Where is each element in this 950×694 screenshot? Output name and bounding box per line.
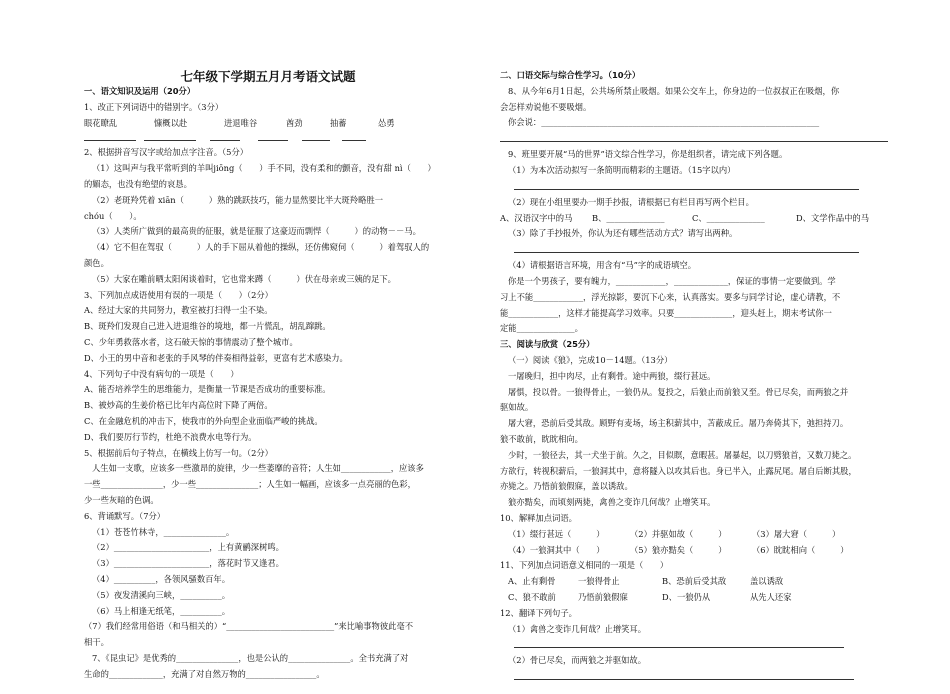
q10-row: [500, 527, 888, 543]
q9-item: （1）为本次活动拟写一条简明而精彩的主题语。（15字以内）: [508, 164, 736, 175]
left-column: [84, 84, 452, 682]
q11-option: C、狼不敢前: [508, 591, 556, 602]
question-12: 12、翻译下列句子。: [500, 607, 577, 618]
q11-option: 盖以诱敌: [750, 576, 784, 587]
q9-column-options: [500, 211, 888, 227]
q10-item: （6）眈眈相向（ ）: [752, 544, 849, 555]
passage-paragraph: 屠惧，投以骨。一狼得骨止，一狼仍从。复投之，后狼止而前狼又至。骨已尽矣，而两狼之并: [508, 386, 849, 397]
q9-4-text: 能____________，这样才能提高学习效率。只要______________，迎头赶上，期末考试你一: [500, 307, 832, 318]
passage-paragraph: 屠大窘，恐前后受其敌。顾野有麦场，场主积薪其中，苫蔽成丘。屠乃奔倚其下，弛担持刀。: [508, 418, 849, 429]
column-option: D、文学作品中的马: [796, 212, 870, 223]
q2-item: （5）大家在雕前晒太阳闲谈着时，它也常来蹲（ ）伏在母亲或三姨的足下。: [92, 273, 396, 284]
q2-item: （4）它不但在驾驭（ ）人的手下屈从着他的操纵，还仿佛窥伺（ ）着驾驭人的: [92, 242, 430, 253]
q10-item: （3）屠大窘（ ）: [752, 528, 841, 539]
passage-paragraph-cont: 驱如故。: [500, 402, 534, 413]
q1-answer-blanks: [84, 131, 452, 141]
q4-option-d: D、我们要厉行节约，杜绝不浪费水电等行为。: [84, 431, 257, 442]
q11-option: A、止有剩骨: [508, 576, 556, 587]
q4-option-a: A、能否培养学生的思维能力，是衡量一节课是否成功的重要标准。: [84, 384, 331, 395]
answer-line[interactable]: [514, 242, 859, 253]
q5-text: 少一些灰暗的色调。: [84, 494, 159, 505]
q1-word: 抽蓄: [330, 117, 347, 128]
q5-text: 人生如一支歌，应该多一些激昂的旋律，少一些萎靡的音符；人生如____________，应该多: [92, 463, 424, 474]
passage-paragraph: 一屠晚归，担中肉尽，止有剩骨。途中两狼，缀行甚远。: [508, 370, 716, 381]
question-3: 3、下列加点成语使用有误的一项是（ ）（2分）: [84, 289, 273, 300]
q9-item: （3）除了手抄报外，你认为还有哪些活动方式？请写出两种。: [508, 228, 738, 239]
section-heading: 二、口语交际与综合性学习。（10分）: [500, 70, 641, 80]
answer-blank[interactable]: [84, 131, 136, 141]
answer-blank[interactable]: [258, 131, 288, 141]
q3-option-c: C、少年勇救落水者，这石破天惊的事情震动了整个城市。: [84, 336, 298, 347]
answer-line[interactable]: [500, 131, 888, 142]
q11-option: D、一狼仍从: [662, 591, 711, 602]
exam-title: 七年级下学期五月月考语文试题: [180, 69, 356, 84]
question-9: 9、班里要开展“马的世界”语文综合性学习，你是组织者，请完成下列各题。: [508, 149, 788, 160]
reading-intro: （一）阅读《狼》，完成10－14题。（13分）: [508, 354, 673, 365]
q12-item: （2）骨已尽矣，而两狼之并驱如故。: [508, 655, 647, 666]
question-6: 6、背诵默写。（7分）: [84, 510, 166, 521]
passage-paragraph-cont: 亦毙之。乃悟前狼假寐，盖以诱敌。: [500, 481, 633, 492]
q6-item: （3）_______________________，落花时节又逢君。: [92, 558, 284, 569]
answer-blank[interactable]: [210, 131, 240, 141]
q9-4-text: 你是一个男孩子，要有魄力，____________，_____________，保证的事情一定要做到。学: [508, 275, 836, 286]
q1-word: 怂勇: [378, 117, 395, 128]
q11-option: 乃悟前狼假寐: [578, 591, 628, 602]
q3-option-d: D、小王的男中音和老张的手风琴的伴奏相得益彰，更富有艺术感染力。: [84, 352, 348, 363]
q5-text: 一些_______________，少一些_______________；人生如一幅画，应该多一点亮丽的色彩，: [84, 479, 416, 490]
question-11: 11、下列加点词语意义相同的一项是（ ）: [500, 560, 669, 571]
q6-item-cont: 相干。: [84, 637, 109, 648]
answer-blank[interactable]: [302, 131, 330, 141]
passage-paragraph-cont: 狼不敢前，眈眈相向。: [500, 433, 583, 444]
q3-option-a: A、经过大家的共同努力，教室被打扫得一尘不染。: [84, 305, 273, 316]
q3-option-b: B、斑羚们发现自己进入进退维谷的境地，都一片慌乱，胡乱蹿跳。: [84, 321, 331, 332]
section-heading: 一、语文知识及运用（20分）: [84, 86, 196, 96]
q1-word: 进退唯谷: [224, 117, 258, 128]
q10-item: （2）并驱如故（ ）: [630, 528, 727, 539]
question-2: 2、根据拼音写汉字或给加点字注音。（5分）: [84, 147, 249, 158]
q2-item: （2）老斑羚凭着 xiān（ ）熟的跳跃技巧，能力显然要比半大斑羚略胜一: [92, 194, 384, 205]
question-7: 7、《昆虫记》是优秀的_______________，也是公认的_______________。全书充满了对: [92, 652, 409, 663]
q2-item: （1）这叫声与我平常听到的羊叫jiōng（ ）手不同，没有柔和的颤音，没有甜 nì（ ）: [92, 163, 436, 174]
q10-item: （1）缀行甚远（ ）: [508, 528, 605, 539]
q12-item: （1）禽兽之变诈几何哉？止增笑耳。: [508, 623, 647, 634]
column-option[interactable]: B、______________: [592, 212, 665, 223]
q6-item: （4）__________，各领风骚数百年。: [92, 573, 231, 584]
q6-item: （2）_______________________，上有黄鹂深树鸣。: [92, 542, 284, 553]
answer-line[interactable]: [514, 669, 854, 680]
answer-line[interactable]: [514, 179, 859, 190]
column-option[interactable]: C、______________: [692, 212, 765, 223]
q6-item: （1）苍苍竹林寺，_______________。: [92, 526, 235, 537]
q9-4-text: 习上不能____________，浮光掠影，要沉下心来，认真落实。要多与同学讨论，虚心请教，不: [500, 291, 841, 302]
passage-paragraph: 少时，一狼径去，其一犬坐于前。久之，目似瞑，意暇甚。屠暴起，以刀劈狼首，又数刀毙之。: [508, 449, 857, 460]
q10-row: [500, 543, 888, 559]
q4-option-c: C、在金融危机的冲击下，使我市的外向型企业面临严峻的挑战。: [84, 415, 323, 426]
answer-blank[interactable]: [342, 131, 366, 141]
question-5: 5、根据前后句子特点，在横线上仿写一句。（2分）: [84, 447, 273, 458]
q6-item: （6）马上相逢无纸笔，__________。: [92, 605, 231, 616]
q9-4-text: 定能______________。: [500, 323, 583, 334]
q6-item: （5）夜发清溪向三峡，__________。: [92, 589, 231, 600]
question-8: 8、从今年6月1日起，公共场所禁止吸烟。如果公交车上，你身边的一位叔叔正在吸烟，你: [508, 85, 840, 96]
q8-answer-line[interactable]: 你会说：___________________________________________________________________: [508, 117, 820, 128]
q11-row: [500, 590, 888, 606]
q1-word: 酋劲: [286, 117, 303, 128]
passage-paragraph-cont: 方欲行，转视积薪后，一狼洞其中，意将隧入以攻其后也。身已半入，止露尻尾。屠自后断其股，: [500, 465, 857, 476]
q2-item-cont: 的媚态，也没有绝望的哀恳。: [84, 178, 192, 189]
q11-row: [500, 574, 888, 590]
question-8-cont: 会怎样劝说他不要吸烟。: [500, 101, 592, 112]
answer-line[interactable]: [514, 637, 844, 648]
column-option: A、汉语汉字中的马: [500, 212, 573, 223]
q1-word-list: [84, 116, 452, 132]
q2-item-cont: chóu（ ）。: [84, 210, 142, 221]
q11-option: B、恐前后受其敌: [662, 576, 727, 587]
q1-word: 慷概以赴: [154, 117, 188, 128]
q2-item: （3）人类所广做到的最高贵的征服，就是征服了这豪迈而剽悍（ ）的动物－－马。: [92, 226, 421, 237]
q6-item: （7）我们经常用俗语（和马相关的）“__________________________”来比喻事物彼此毫不: [84, 621, 414, 632]
q11-option: 从先人还家: [750, 591, 792, 602]
right-column: [500, 68, 888, 685]
q9-item: （2）现在小组里要办一期手抄报，请根据已有栏目再写两个栏目。: [508, 196, 754, 207]
question-1: 1、改正下列词语中的错别字。（3分）: [84, 101, 224, 112]
question-10: 10、解释加点词语。: [500, 512, 577, 523]
q10-item: （5）狼亦黠矣（ ）: [630, 544, 727, 555]
section-heading: 三、阅读与欣赏（25分）: [500, 339, 595, 350]
q11-option: 一狼得骨止: [578, 576, 620, 587]
q2-item-cont: 颜色。: [84, 257, 109, 268]
answer-blank[interactable]: [144, 131, 196, 141]
q9-item: （4）请根据语言环境，用含有“马”字的成语填空。: [508, 260, 696, 271]
q10-item: （4）一狼洞其中（ ）: [508, 544, 605, 555]
q4-option-b: B、被炒高的生姜价格已比年内高位时下降了两倍。: [84, 400, 273, 411]
passage-paragraph: 狼亦黠矣，而顷刻两毙，禽兽之变诈几何哉？止增笑耳。: [508, 497, 716, 508]
q1-word: 眼花瞭乱: [84, 117, 118, 128]
question-7-cont: 生命的_____________，充满了对自然万物的_________________。: [84, 668, 325, 679]
question-4: 4、下列句子中没有病句的一项是（ ）: [84, 368, 239, 379]
